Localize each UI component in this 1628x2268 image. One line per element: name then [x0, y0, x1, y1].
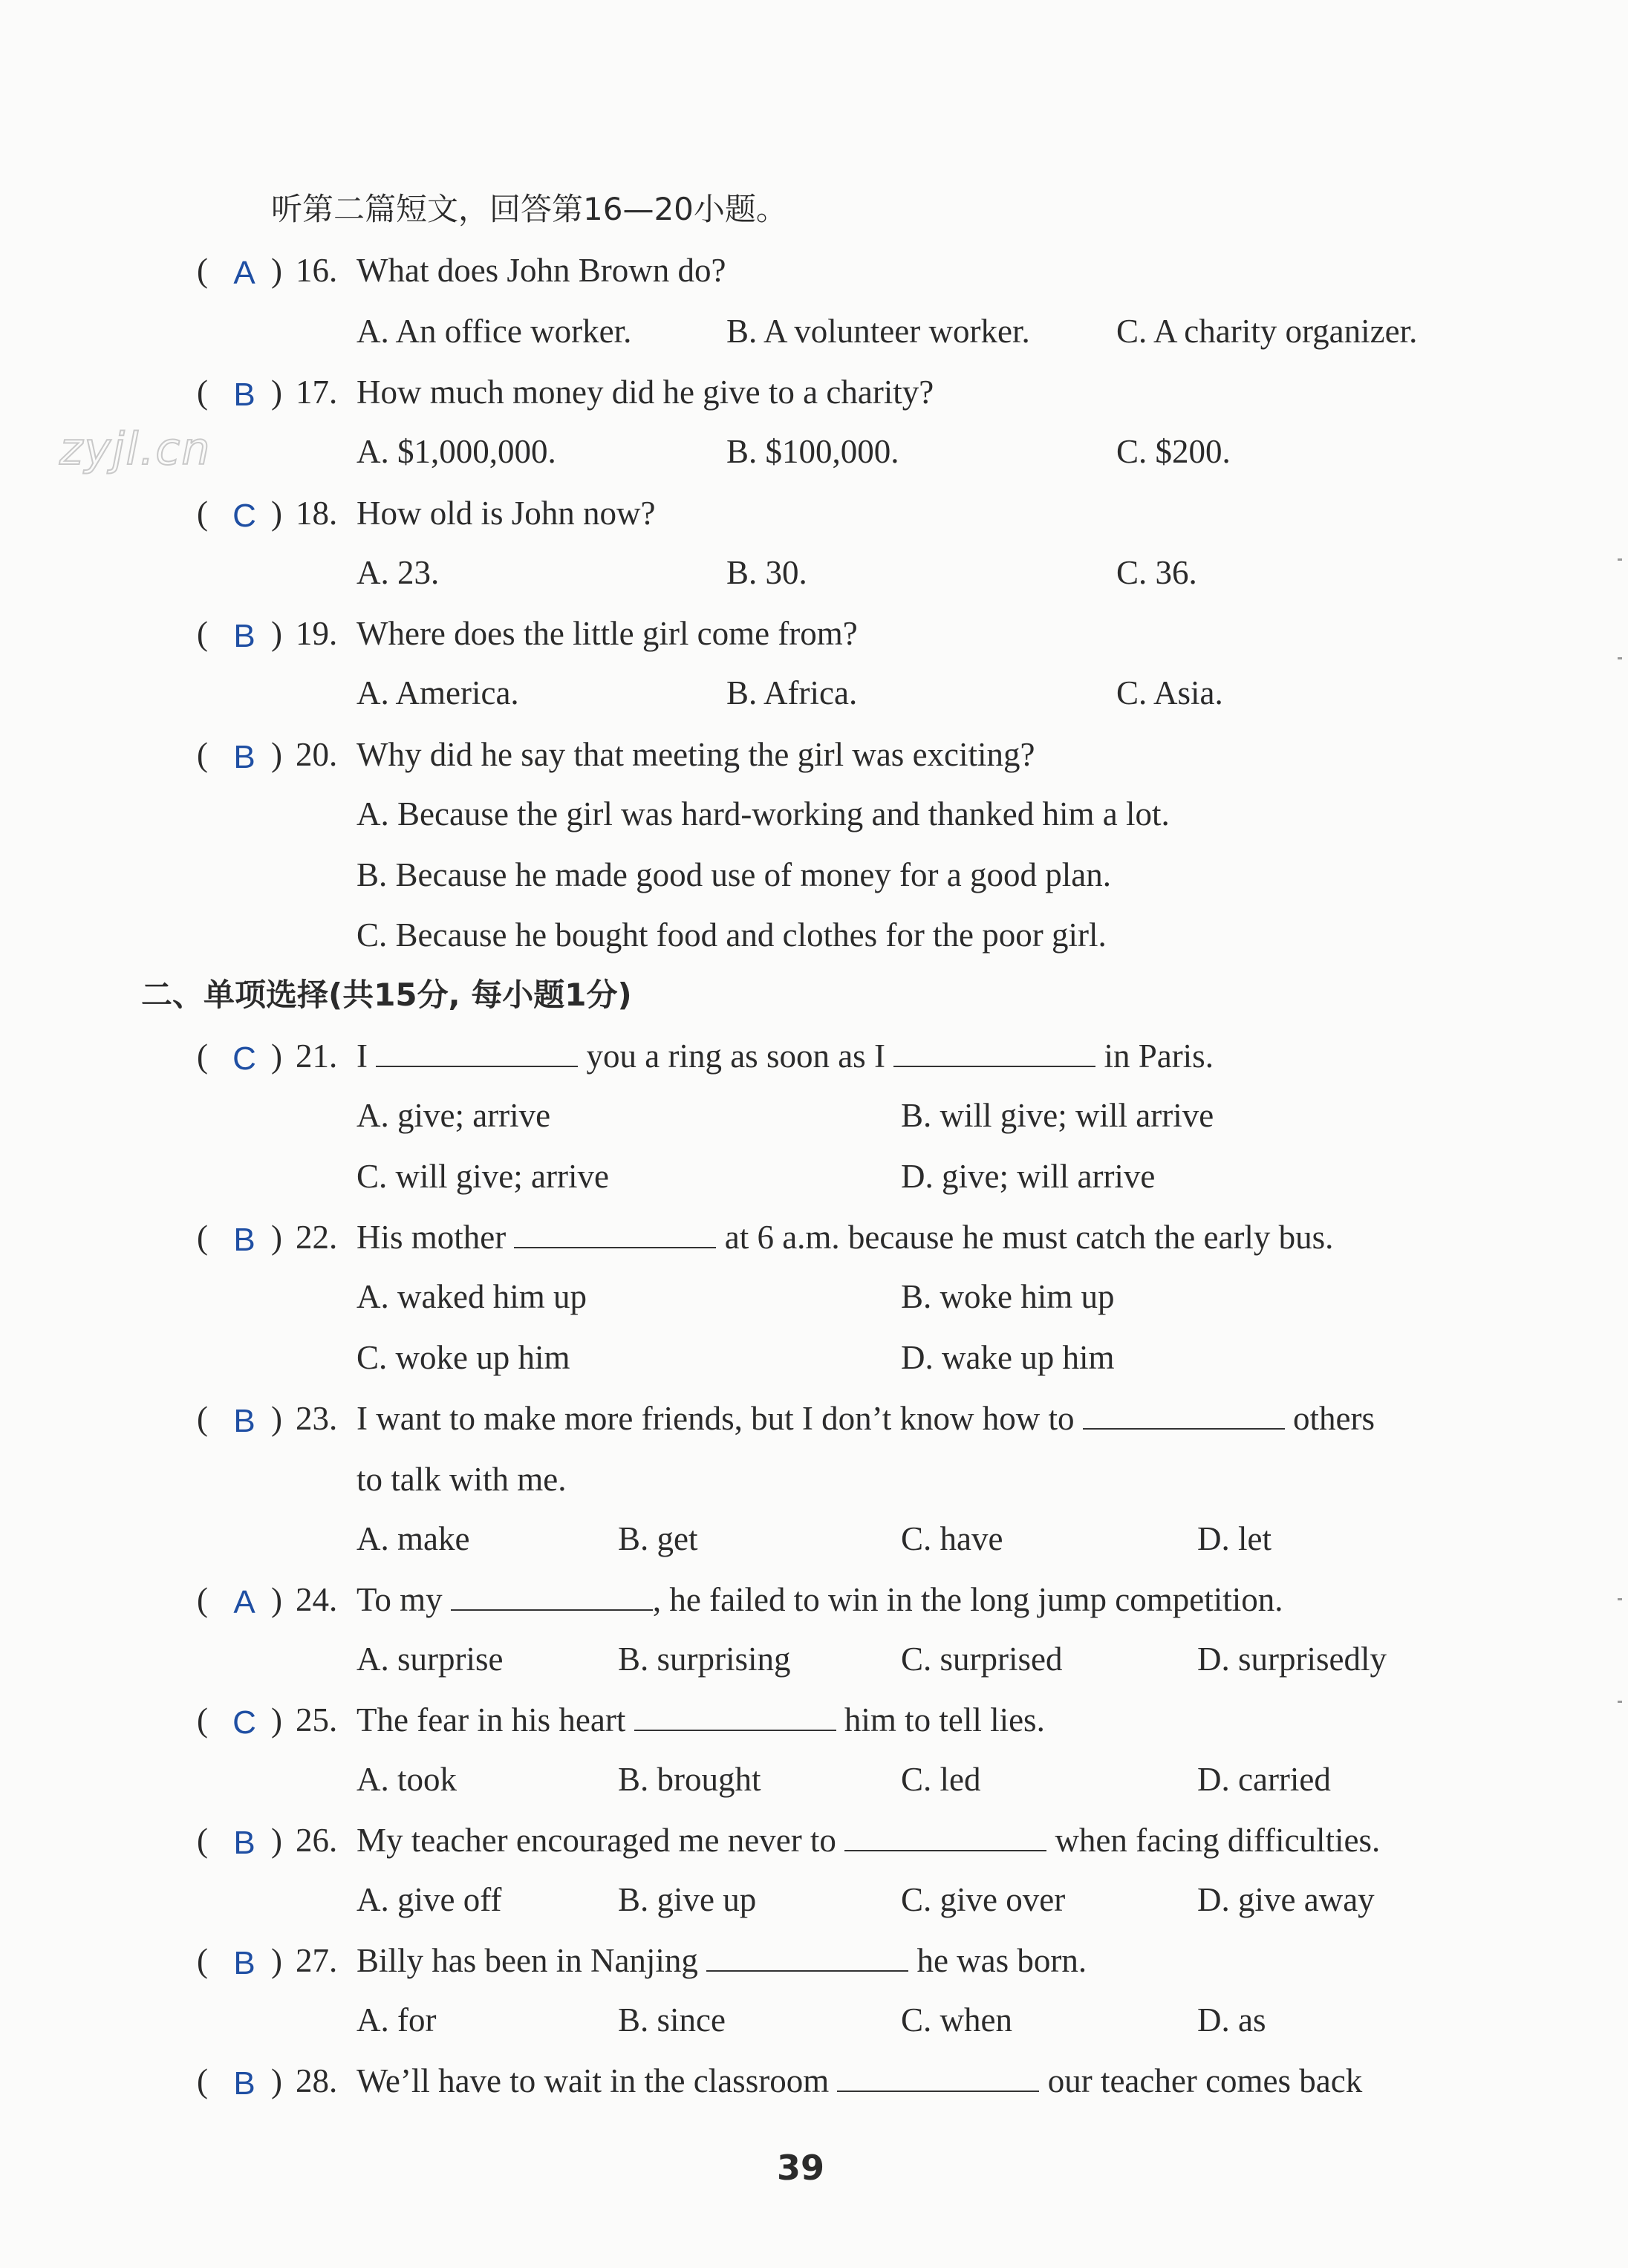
question-22: ( B ) 22. His mother at 6 a.m. because he must catch the early bus. [197, 1216, 1534, 1258]
answer-24: A [233, 1584, 255, 1620]
option-20b: B. Because he made good use of money for a good plan. [356, 856, 1111, 893]
question-26: ( B ) 26. My teacher encouraged me never to when facing difficulties. [197, 1819, 1593, 1861]
scan-mark [1618, 1598, 1622, 1600]
answer-20: B [233, 739, 255, 775]
question-28-stem: We’ll have to wait in the classroom our teacher comes back [356, 2062, 1363, 2099]
question-18-number: 18. [296, 495, 338, 532]
option-25a: A. took [356, 1761, 457, 1798]
question-25: ( C ) 25. The fear in his heart him to tell lies. [197, 1699, 1534, 1741]
option-27a: A. for [356, 2001, 437, 2039]
option-17b: B. $100,000. [726, 433, 899, 470]
answer-blank[interactable] [514, 1219, 716, 1248]
watermark-logo: zyjl.cn [59, 423, 212, 475]
scan-mark [1618, 558, 1622, 561]
answer-23: B [233, 1403, 255, 1439]
answer-26: B [233, 1825, 255, 1861]
option-23c: C. have [901, 1520, 1003, 1557]
question-23-stem-continued: to talk with me. [356, 1461, 567, 1498]
answer-16: A [233, 255, 255, 291]
question-27: ( B ) 27. Billy has been in Nanjing he was born. [197, 1940, 1534, 1981]
option-21a: A. give; arrive [356, 1097, 551, 1134]
option-27d: D. as [1197, 2001, 1266, 2039]
question-28-number: 28. [296, 2062, 338, 2099]
option-26c: C. give over [901, 1881, 1066, 1918]
option-19a: A. America. [356, 674, 519, 711]
answer-27: B [233, 1945, 255, 1981]
option-24c: C. surprised [901, 1640, 1063, 1678]
option-19b: B. Africa. [726, 674, 858, 711]
option-22d: D. wake up him [901, 1339, 1115, 1376]
option-18a: A. 23. [356, 554, 440, 591]
option-24b: B. surprising [618, 1640, 791, 1678]
question-16-stem: What does John Brown do? [356, 252, 726, 289]
question-19-number: 19. [296, 615, 338, 652]
question-18-stem: How old is John now? [356, 495, 656, 532]
question-19: ( B ) 19. Where does the little girl come from? [197, 613, 1534, 654]
question-20-number: 20. [296, 736, 338, 773]
option-21b: B. will give; will arrive [901, 1097, 1214, 1134]
answer-21: C [232, 1040, 256, 1077]
answer-17: B [233, 377, 255, 413]
answer-18: C [232, 498, 256, 534]
option-16c: C. A charity organizer. [1116, 313, 1418, 350]
option-22a: A. waked him up [356, 1278, 587, 1315]
answer-25: C [232, 1704, 256, 1741]
question-24-stem: To my , he failed to win in the long jump competition. [356, 1581, 1283, 1618]
answer-blank[interactable] [451, 1581, 653, 1611]
option-19c: C. Asia. [1116, 674, 1223, 711]
option-20c: C. Because he bought food and clothes for the poor girl. [356, 916, 1107, 954]
question-21: ( C ) 21. I you a ring as soon as I in Paris. [197, 1035, 1534, 1077]
question-20: ( B ) 20. Why did he say that meeting the girl was exciting? [197, 734, 1534, 775]
answer-28: B [233, 2065, 255, 2102]
option-16b: B. A volunteer worker. [726, 313, 1030, 350]
question-22-stem: His mother at 6 a.m. because he must catch the early bus. [356, 1219, 1334, 1256]
answer-blank[interactable] [376, 1037, 578, 1067]
option-17a: A. $1,000,000. [356, 433, 556, 470]
answer-19: B [233, 618, 255, 654]
option-21d: D. give; will arrive [901, 1158, 1156, 1195]
question-21-number: 21. [296, 1037, 338, 1075]
option-24a: A. surprise [356, 1640, 504, 1678]
question-28: ( B ) 28. We’ll have to wait in the classroom our teacher comes back [197, 2060, 1593, 2102]
question-20-stem: Why did he say that meeting the girl was exciting? [356, 736, 1035, 773]
scan-mark [1618, 1701, 1622, 1703]
option-16a: A. An office worker. [356, 313, 632, 350]
question-26-stem: My teacher encouraged me never to when facing difficulties. [356, 1822, 1381, 1859]
question-16-number: 16. [296, 252, 338, 289]
question-22-number: 22. [296, 1219, 338, 1256]
option-18c: C. 36. [1116, 554, 1197, 591]
question-19-stem: Where does the little girl come from? [356, 615, 858, 652]
answer-blank[interactable] [634, 1701, 836, 1731]
question-17: ( B ) 17. How much money did he give to a charity? [197, 371, 1534, 413]
question-16: ( A ) 16. What does John Brown do? [197, 250, 1534, 291]
option-21c: C. will give; arrive [356, 1158, 609, 1195]
answer-blank[interactable] [844, 1822, 1046, 1851]
option-22c: C. woke up him [356, 1339, 570, 1376]
question-23-number: 23. [296, 1400, 338, 1437]
option-17c: C. $200. [1116, 433, 1231, 470]
answer-22: B [233, 1222, 255, 1258]
option-27c: C. when [901, 2001, 1012, 2039]
option-23d: D. let [1197, 1520, 1272, 1557]
option-23b: B. get [618, 1520, 698, 1557]
answer-blank[interactable] [893, 1037, 1095, 1067]
listening-intro: 听第二篇短文，回答第16—20小题。 [271, 191, 787, 227]
option-22b: B. woke him up [901, 1278, 1115, 1315]
option-24d: D. surprisedly [1197, 1640, 1387, 1678]
question-26-number: 26. [296, 1822, 338, 1859]
section-heading-single-choice: 二、单项选择(共15分, 每小题1分) [141, 977, 632, 1013]
option-27b: B. since [618, 2001, 726, 2039]
question-25-number: 25. [296, 1701, 338, 1739]
answer-blank[interactable] [706, 1942, 908, 1972]
question-27-stem: Billy has been in Nanjing he was born. [356, 1942, 1087, 1979]
option-25d: D. carried [1197, 1761, 1331, 1798]
option-23a: A. make [356, 1520, 470, 1557]
question-23-stem: I want to make more friends, but I don’t know how to others [356, 1400, 1375, 1437]
question-17-stem: How much money did he give to a charity? [356, 374, 934, 411]
option-18b: B. 30. [726, 554, 807, 591]
option-25c: C. led [901, 1761, 981, 1798]
answer-blank[interactable] [1083, 1400, 1285, 1430]
question-23: ( B ) 23. I want to make more friends, but I don’t know how to others [197, 1398, 1593, 1439]
question-18: ( C ) 18. How old is John now? [197, 492, 1534, 534]
option-26b: B. give up [618, 1881, 757, 1918]
option-26a: A. give off [356, 1881, 502, 1918]
question-21-stem: I you a ring as soon as I in Paris. [356, 1037, 1214, 1075]
question-24-number: 24. [296, 1581, 338, 1618]
option-26d: D. give away [1197, 1881, 1375, 1918]
answer-blank[interactable] [837, 2062, 1039, 2092]
question-17-number: 17. [296, 374, 338, 411]
option-20a: A. Because the girl was hard-working and thanked him a lot. [356, 795, 1170, 832]
option-25b: B. brought [618, 1761, 761, 1798]
question-24: ( A ) 24. To my , he failed to win in the long jump competition. [197, 1579, 1534, 1620]
question-27-number: 27. [296, 1942, 338, 1979]
scan-mark [1618, 657, 1622, 659]
page-number: 39 [777, 2148, 825, 2188]
question-25-stem: The fear in his heart him to tell lies. [356, 1701, 1045, 1739]
